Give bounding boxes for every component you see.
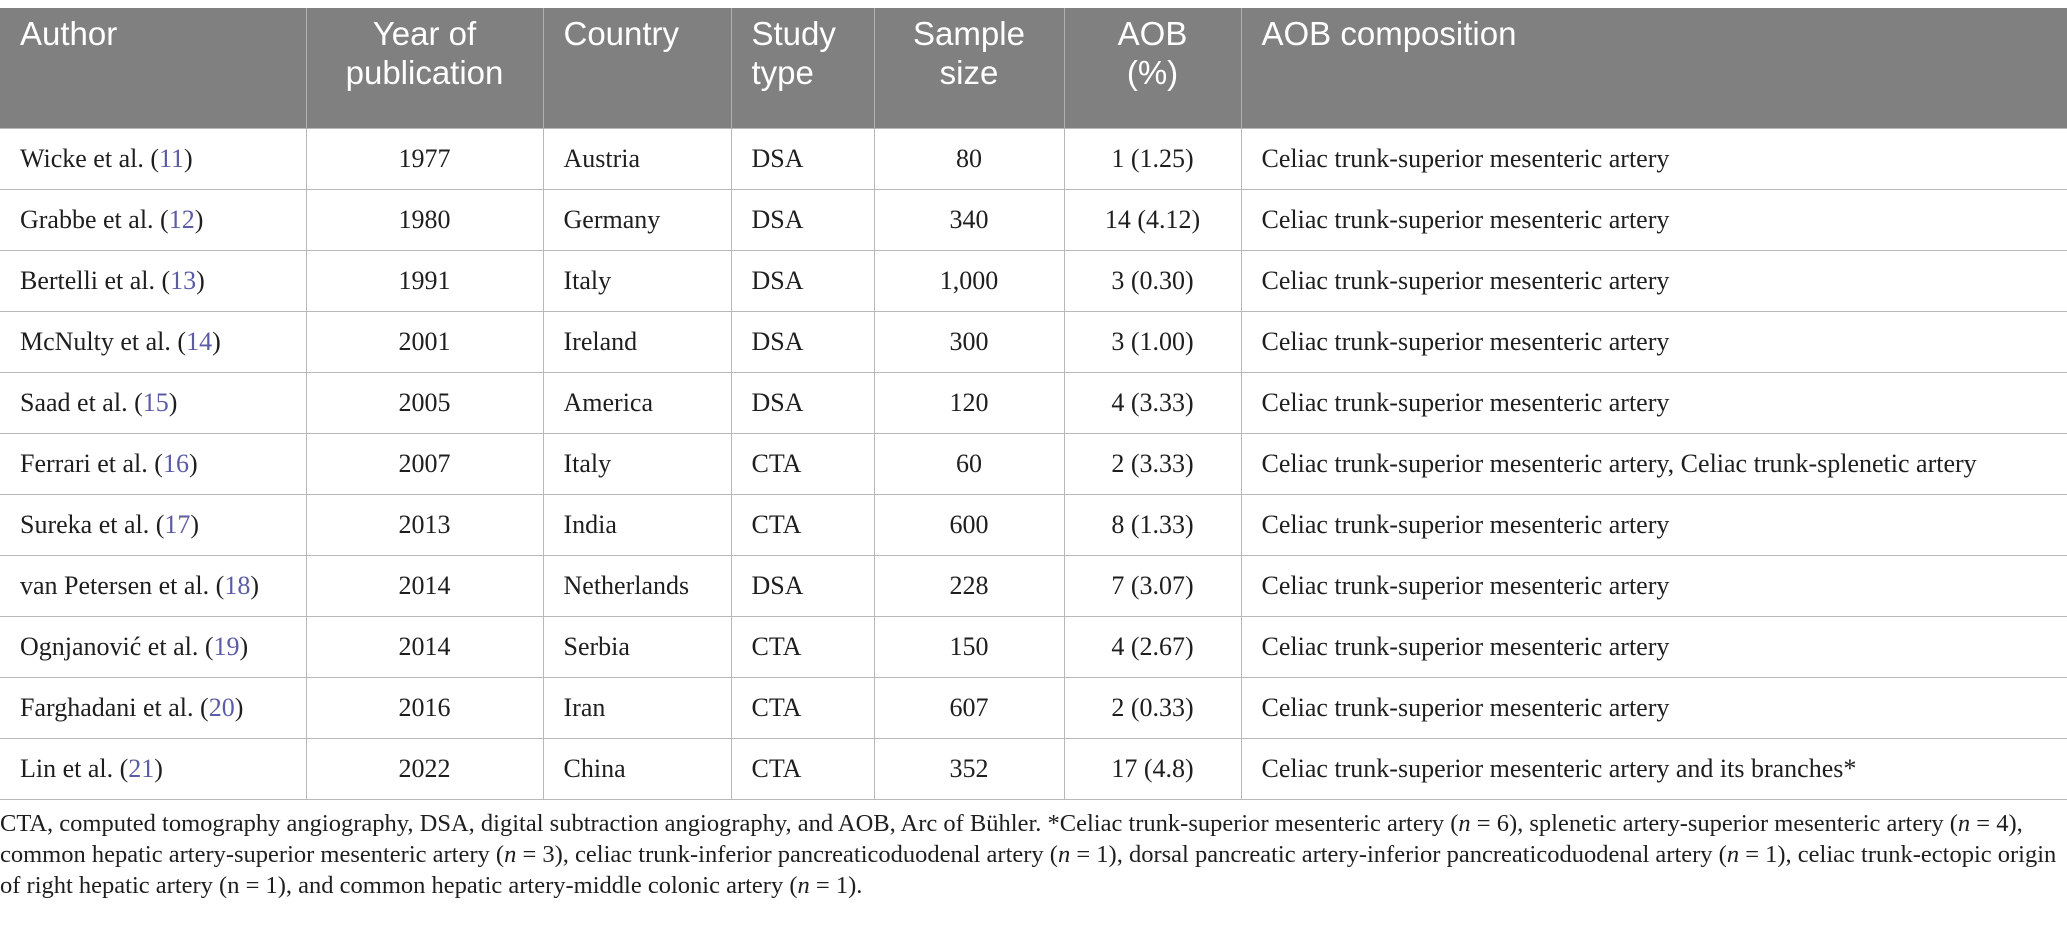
year-cell: 2022 [306,739,543,800]
reference-link[interactable]: 16 [162,449,189,478]
year-cell: 2016 [306,678,543,739]
table-row [0,312,2067,373]
composition-cell: Celiac trunk-superior mesenteric artery [1241,556,2067,617]
country-cell: Germany [543,190,731,251]
table-row [0,190,2067,251]
reference-link[interactable]: 18 [224,571,251,600]
aob-cell: 3 (0.30) [1064,251,1241,312]
year-cell: 1977 [306,129,543,190]
year-cell: 2001 [306,312,543,373]
study-type-cell: DSA [731,251,874,312]
sample-size-cell: 228 [874,556,1064,617]
composition-cell: Celiac trunk-superior mesenteric artery [1241,190,2067,251]
composition-cell: Celiac trunk-superior mesenteric artery [1241,312,2067,373]
header-sample-size: Sample size [874,8,1064,129]
sample-size-cell: 80 [874,129,1064,190]
author-cell: McNulty et al. (14) [0,312,306,373]
author-cell: Lin et al. (21) [0,739,306,800]
study-type-cell: DSA [731,129,874,190]
aob-cell: 8 (1.33) [1064,495,1241,556]
year-cell: 1991 [306,251,543,312]
header-year: Year of publication [306,8,543,129]
aob-cell: 4 (3.33) [1064,373,1241,434]
table-row [0,556,2067,617]
reference-link[interactable]: 15 [142,388,169,417]
study-type-cell: CTA [731,617,874,678]
header-aob-composition: AOB composition [1241,8,2067,129]
country-cell: America [543,373,731,434]
study-type-cell: CTA [731,739,874,800]
reference-link[interactable]: 19 [213,632,240,661]
aob-studies-table [0,8,2067,800]
sample-size-cell: 340 [874,190,1064,251]
reference-link[interactable]: 13 [170,266,197,295]
country-cell: Italy [543,251,731,312]
aob-cell: 4 (2.67) [1064,617,1241,678]
composition-cell: Celiac trunk-superior mesenteric artery [1241,495,2067,556]
country-cell: Netherlands [543,556,731,617]
reference-link[interactable]: 17 [164,510,191,539]
year-cell: 2005 [306,373,543,434]
table-container [0,8,2067,800]
aob-cell: 2 (0.33) [1064,678,1241,739]
author-cell: Farghadani et al. (20) [0,678,306,739]
header-author: Author [0,8,306,129]
author-cell: Sureka et al. (17) [0,495,306,556]
study-type-cell: DSA [731,312,874,373]
sample-size-cell: 352 [874,739,1064,800]
reference-link[interactable]: 12 [168,205,195,234]
country-cell: Serbia [543,617,731,678]
composition-cell: Celiac trunk-superior mesenteric artery [1241,251,2067,312]
study-type-cell: CTA [731,434,874,495]
year-cell: 2013 [306,495,543,556]
author-cell: Bertelli et al. (13) [0,251,306,312]
author-cell: Ognjanović et al. (19) [0,617,306,678]
country-cell: India [543,495,731,556]
author-cell: Saad et al. (15) [0,373,306,434]
study-type-cell: DSA [731,190,874,251]
sample-size-cell: 1,000 [874,251,1064,312]
header-study-type: Study type [731,8,874,129]
table-row [0,251,2067,312]
aob-cell: 14 (4.12) [1064,190,1241,251]
composition-cell: Celiac trunk-superior mesenteric artery [1241,373,2067,434]
aob-cell: 17 (4.8) [1064,739,1241,800]
study-type-cell: CTA [731,678,874,739]
author-cell: Grabbe et al. (12) [0,190,306,251]
table-row [0,678,2067,739]
header-row [0,8,2067,129]
composition-cell: Celiac trunk-superior mesenteric artery [1241,617,2067,678]
table-row [0,434,2067,495]
reference-link[interactable]: 21 [128,754,155,783]
study-type-cell: CTA [731,495,874,556]
author-cell: Wicke et al. (11) [0,129,306,190]
aob-cell: 3 (1.00) [1064,312,1241,373]
reference-link[interactable]: 14 [186,327,213,356]
table-row [0,739,2067,800]
reference-link[interactable]: 20 [208,693,235,722]
sample-size-cell: 120 [874,373,1064,434]
composition-cell: Celiac trunk-superior mesenteric artery [1241,129,2067,190]
sample-size-cell: 60 [874,434,1064,495]
table-footnote: CTA, computed tomography angiography, DSA, digital subtraction angiography, and AOB, Arc of Bühler. *Celiac trunk-superior mesenteric artery (n = 6), splenetic artery-superior mesenteric artery (n = 4), common hepatic artery-superior mesenteric artery (n = 3), celiac trunk-inferior pancreaticoduodenal artery (n = 1), dorsal pancreatic artery-inferior pancreaticoduodenal artery (n = 1), celiac trunk-ectopic origin of right hepatic artery (n = 1), and common hepatic artery-middle colonic artery (n = 1). [0,810,2057,899]
header-aob: AOB (%) [1064,8,1241,129]
composition-cell: Celiac trunk-superior mesenteric artery and its branches* [1241,739,2067,800]
year-cell: 2007 [306,434,543,495]
country-cell: China [543,739,731,800]
table-row [0,373,2067,434]
reference-link[interactable]: 11 [159,144,185,173]
country-cell: Austria [543,129,731,190]
table-row [0,129,2067,190]
header-country: Country [543,8,731,129]
study-type-cell: DSA [731,373,874,434]
aob-cell: 1 (1.25) [1064,129,1241,190]
author-cell: Ferrari et al. (16) [0,434,306,495]
author-cell: van Petersen et al. (18) [0,556,306,617]
sample-size-cell: 150 [874,617,1064,678]
composition-cell: Celiac trunk-superior mesenteric artery [1241,678,2067,739]
table-row [0,495,2067,556]
sample-size-cell: 300 [874,312,1064,373]
country-cell: Italy [543,434,731,495]
aob-cell: 2 (3.33) [1064,434,1241,495]
aob-cell: 7 (3.07) [1064,556,1241,617]
study-type-cell: DSA [731,556,874,617]
year-cell: 2014 [306,617,543,678]
country-cell: Iran [543,678,731,739]
sample-size-cell: 600 [874,495,1064,556]
country-cell: Ireland [543,312,731,373]
sample-size-cell: 607 [874,678,1064,739]
year-cell: 2014 [306,556,543,617]
composition-cell: Celiac trunk-superior mesenteric artery, Celiac trunk-splenetic artery [1241,434,2067,495]
table-row [0,617,2067,678]
year-cell: 1980 [306,190,543,251]
